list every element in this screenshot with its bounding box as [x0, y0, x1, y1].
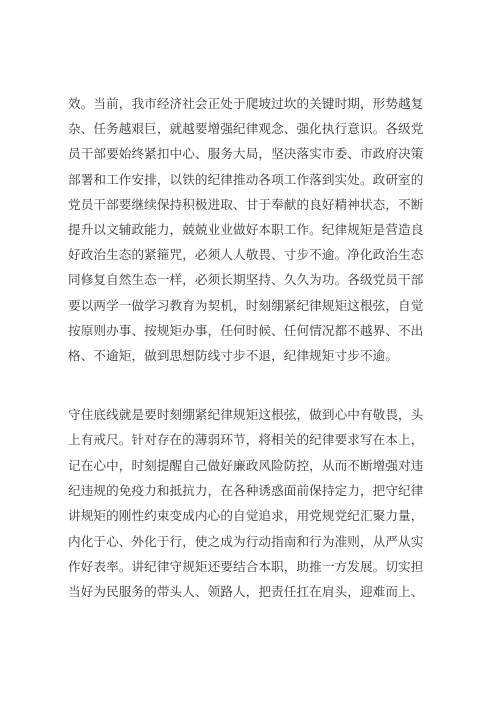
text-line: 当好为民服务的带头人、领路人，把责任扛在肩头，迎难而上、 — [68, 584, 424, 600]
text-line: 内化于心、外化于行，使之成为行动指南和行为准则，从严从实 — [68, 533, 424, 549]
text-line: 作好表率。讲纪律守规矩还要结合本职，助推一方发展。切实担 — [68, 558, 424, 574]
text-line: 按原则办事、按规矩办事，任何时候、任何情况都不越界、不出 — [68, 322, 424, 338]
text-line: 记在心中，时刻提醒自己做好廉政风险防控，从而不断增强对违 — [68, 457, 424, 473]
text-line: 上有戒尺。针对存在的薄弱环节，将相关的纪律要求写在本上， — [68, 432, 424, 448]
text-line: 部署和工作安排，以铁的纪律推动各项工作落到实处。政研室的 — [68, 171, 424, 187]
text-line: 员干部要始终紧扣中心、服务大局，坚决落实市委、市政府决策 — [68, 146, 424, 162]
text-line: 好政治生态的紧箍咒，必须人人敬畏、寸步不逾。净化政治生态 — [68, 247, 424, 263]
text-line: 讲规矩的刚性约束变成内心的自觉追求，用党规党纪汇聚力量， — [68, 508, 424, 524]
text-line: 守住底线就是要时刻绷紧纪律规矩这根弦，做到心中有敬畏，头 — [68, 407, 424, 422]
text-line: 效。当前，我市经济社会正处于爬坡过坎的关键时期，形势越复 — [68, 96, 424, 111]
text-line: 同修复自然生态一样，必须长期坚持、久久为功。各级党员干部 — [68, 272, 424, 288]
text-line: 杂、任务越艰巨，就越要增强纪律观念、强化执行意识。各级党 — [68, 121, 424, 137]
text-line: 纪违规的免疫力和抵抗力，在各种诱惑面前保持定力，把守纪律 — [68, 482, 424, 498]
text-line: 要以两学一做学习教育为契机，时刻绷紧纪律规矩这根弦，自觉 — [68, 297, 424, 313]
text-line: 党员干部要继续保持积极进取、甘于奉献的良好精神状态，不断 — [68, 196, 424, 212]
text-line: 格、不逾矩，做到思想防线寸步不退，纪律规矩寸步不逾。 — [68, 348, 399, 363]
text-line: 提升以文辅政能力，兢兢业业做好本职工作。纪律规矩是营造良 — [68, 222, 424, 237]
